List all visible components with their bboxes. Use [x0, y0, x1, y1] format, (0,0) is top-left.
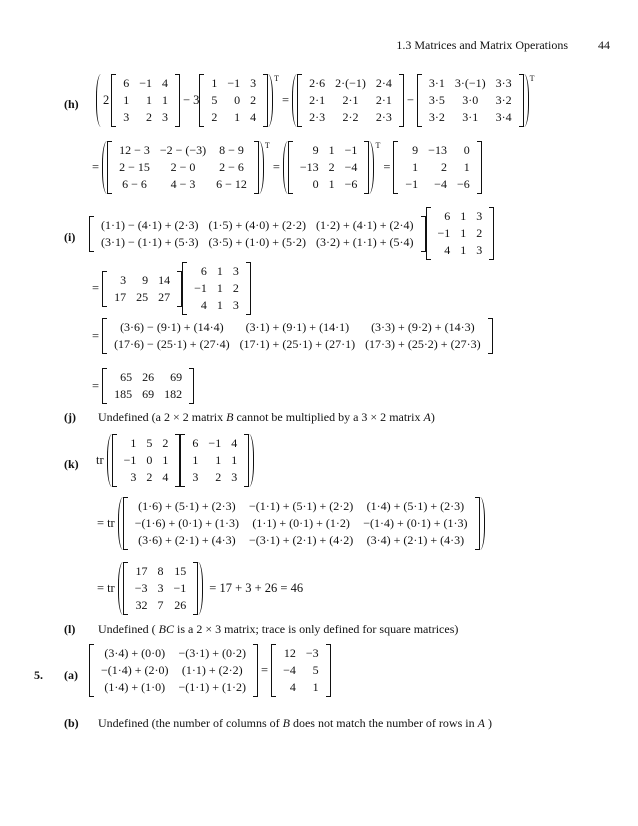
matrix-cell: 1: [130, 436, 137, 450]
matrix-cell: −4: [434, 177, 447, 191]
matrix-cell: 1: [460, 226, 467, 240]
matrix-h-f: [295, 142, 363, 193]
matrix-cell: 2: [215, 470, 222, 484]
matrix-cell: −4: [283, 663, 296, 677]
matrix-cell: 17: [114, 289, 127, 304]
matrix-row: [109, 336, 486, 353]
matrix-cell: 14: [158, 272, 171, 287]
matrix-cell: −(3·1) + (0·2): [178, 646, 247, 660]
page-header: [396, 38, 610, 53]
matrix-cell: 4: [250, 110, 257, 124]
matrix-cell: 3: [476, 209, 483, 223]
matrix-cell: 3·(−1): [454, 76, 486, 90]
matrix-cell: 8: [157, 564, 164, 578]
matrix-cell: 4: [162, 76, 169, 90]
matrix-cell: 27: [158, 289, 171, 304]
matrix-row: [206, 92, 261, 109]
matrix-row: [130, 532, 473, 549]
matrix-cell: (1·1) − (4·1) + (2·3): [101, 217, 199, 232]
matrix-cell: 1: [328, 177, 335, 191]
matrix-cell: −1: [194, 281, 207, 295]
matrix-row: [400, 142, 474, 159]
matrix-cell: 1: [216, 264, 223, 278]
matrix-cell: −13: [428, 143, 447, 157]
matrix-cell: −2 − (−3): [159, 143, 207, 157]
matrix-i-u: [109, 369, 187, 403]
matrix-cell: 2·(−1): [335, 76, 366, 90]
equation-i-3: = (3·6) − (9·1) + (14·4) (3·1) + (9·1) + (14·1) (3·3) + (9·2) + (14·3) (17·6) − (25·1) + (27·4) (17·1) + (25·1) + (27·1) (17·3) + (25·2) + (27·3): [89, 318, 493, 354]
label-j: (j): [64, 410, 76, 424]
statement-l: Undefined ( BC is a 2 × 3 matrix; trace is only defined for square matrices): [98, 622, 459, 636]
label-5a: (a): [64, 668, 78, 682]
matrix-cell: 2·4: [375, 76, 392, 90]
matrix-h-b: [206, 75, 261, 126]
matrix-cell: 2: [250, 93, 257, 107]
exercise-number-5: 5.: [34, 668, 43, 682]
matrix-cell: 9: [142, 272, 149, 287]
matrix-row: [295, 159, 363, 176]
matrix-cell: 2: [440, 160, 447, 174]
matrix-row: [433, 242, 488, 259]
matrix-row: [109, 272, 175, 289]
matrix-cell: 185: [114, 387, 133, 401]
matrix-cell: (3·5) + (1·0) + (5·2): [208, 234, 306, 249]
matrix-cell: −1: [123, 453, 137, 467]
matrix-row: [96, 217, 419, 234]
matrix-cell: 1: [215, 453, 222, 467]
matrix-row: [295, 142, 363, 159]
matrix-cell: 0: [463, 143, 470, 157]
matrix-cell: 9: [312, 143, 319, 157]
matrix-cell: 2: [476, 226, 483, 240]
matrix-h-d: [424, 75, 517, 126]
matrix-cell: (3·1) + (9·1) + (14·1): [245, 320, 350, 334]
matrix-i-q1: [433, 208, 488, 259]
matrix-cell: (3·1) − (1·1) + (5·3): [101, 234, 199, 249]
matrix-cell: 1: [216, 281, 223, 295]
matrix-row: [189, 280, 244, 297]
matrix-cell: (3·3) + (9·2) + (14·3): [371, 320, 475, 334]
matrix-cell: 1: [211, 76, 218, 90]
matrix-h-g: [400, 142, 474, 193]
matrix-row: [130, 498, 473, 515]
matrix-row: [118, 109, 173, 126]
matrix-cell: 4 − 3: [170, 177, 196, 191]
matrix-cell: 65: [120, 370, 133, 384]
matrix-cell: 1: [328, 143, 335, 157]
matrix-i-s: [109, 319, 486, 353]
matrix-cell: (1·4) + (5·1) + (2·3): [366, 499, 465, 513]
matrix-row: [130, 597, 192, 614]
matrix-row: [400, 159, 474, 176]
matrix-cell: 2: [146, 470, 153, 484]
matrix-cell: −(1·4) + (2·0): [101, 663, 169, 677]
label-k: (k): [64, 457, 79, 471]
equation-h-2: = 12 − 3 −2 − (−3) 8 − 9 2 − 15 2 − 0 2 − 6 6 − 6 4 − 3 6 − 12 T = 9 1 −1 −13 2 −4 0 1 −6 T = 9 −13 0 1 2 1 −1 −4 −6: [89, 141, 482, 194]
matrix-cell: 2 − 6: [219, 160, 244, 174]
matrix-cell: 4: [200, 298, 207, 312]
matrix-cell: 0: [234, 93, 241, 107]
equation-k-2: = tr (1·6) + (5·1) + (2·3) −(1·1) + (5·1) + (2·2) (1·4) + (5·1) + (2·3) −(1·6) + (0·1) + (1·3) (1·1) + (0·1) + (1·2) −(1·4) + (0·1) + (1·3) (3·6) + (2·1) + (4·3) −(3·1) + (2·1) + (4·2) (3·4) + (2·1) + (4·3): [94, 497, 485, 550]
matrix-cell: −1: [173, 581, 187, 595]
matrix-cell: 3·2: [428, 110, 445, 124]
matrix-row: [114, 142, 252, 159]
matrix-row: [118, 75, 173, 92]
matrix-cell: 6 − 6: [122, 177, 147, 191]
matrix-row: [109, 289, 175, 306]
matrix-i-r: [109, 272, 175, 306]
matrix-cell: 3: [250, 76, 257, 90]
matrix-cell: 2 − 0: [170, 160, 196, 174]
matrix-cell: (1·5) + (4·0) + (2·2): [208, 217, 306, 232]
matrix-row: [96, 662, 251, 679]
page-number: 44: [598, 38, 610, 52]
matrix-cell: −6: [344, 177, 358, 191]
matrix-cell: 1: [312, 680, 319, 694]
matrix-cell: 3: [130, 470, 137, 484]
matrix-cell: (17·1) + (25·1) + (27·1): [239, 337, 356, 351]
matrix-cell: 1: [460, 209, 467, 223]
matrix-cell: 2: [146, 110, 153, 124]
matrix-cell: 2·3: [309, 110, 326, 124]
matrix-cell: (1·6) + (5·1) + (2·3): [138, 499, 236, 513]
matrix-cell: −(1·1) + (1·2): [178, 680, 247, 694]
matrix-cell: (3·4) + (0·0): [104, 646, 166, 660]
matrix-row: [304, 92, 397, 109]
matrix-cell: 3: [162, 110, 169, 124]
matrix-cell: (3·6) − (9·1) + (14·4): [120, 320, 224, 334]
matrix-row: [206, 109, 261, 126]
matrix-cell: 4: [231, 436, 238, 450]
section-title: 1.3 Matrices and Matrix Operations: [396, 38, 568, 52]
matrix-cell: (3·4) + (2·1) + (4·3): [366, 533, 465, 547]
matrix-cell: −3: [134, 581, 148, 595]
matrix-cell: 6 − 12: [216, 177, 247, 191]
matrix-cell: 3·1: [462, 110, 479, 124]
matrix-row: [304, 75, 397, 92]
matrix-cell: −13: [299, 160, 319, 174]
label-l: (l): [64, 622, 76, 636]
matrix-cell: (17·6) − (25·1) + (27·4): [114, 337, 230, 351]
equation-i-2: = 3 9 14 17 25 27 6 1 3 −1 1 2 4 1 3: [89, 262, 251, 315]
matrix-cell: (1·4) + (1·0): [104, 680, 166, 694]
equation-i-1: [89, 207, 494, 260]
matrix-cell: 32: [135, 598, 148, 612]
matrix-cell: (3·2) + (1·1) + (5·4): [316, 234, 414, 249]
matrix-row: [96, 679, 251, 696]
matrix-row: [278, 645, 324, 662]
matrix-row: [109, 319, 486, 336]
matrix-cell: 15: [174, 564, 187, 578]
matrix-i-q2: [189, 263, 244, 314]
matrix-cell: 2: [328, 160, 335, 174]
matrix-cell: 8 − 9: [219, 143, 244, 157]
equation-k-1: tr 1 5 2 −1 0 1 3 2 4 6 −1 4 1 1 1 3 2 3: [96, 434, 254, 487]
matrix-row: [96, 645, 251, 662]
matrix-cell: 3·3: [495, 76, 512, 90]
matrix-cell: 1: [162, 93, 169, 107]
matrix-row: [130, 515, 473, 532]
matrix-row: [119, 435, 174, 452]
matrix-cell: 1: [123, 93, 130, 107]
matrix-cell: 2·2: [342, 110, 359, 124]
matrix-cell: 2 − 15: [119, 160, 150, 174]
matrix-cell: −4: [344, 160, 358, 174]
matrix-cell: −1: [437, 226, 451, 240]
matrix-cell: 2·1: [375, 93, 392, 107]
matrix-cell: 3: [231, 470, 238, 484]
matrix-cell: 3: [232, 264, 239, 278]
statement-5b: Undefined (the number of columns of B does not match the number of rows in A ): [98, 716, 492, 730]
matrix-row: [424, 92, 517, 109]
matrix-cell: 1: [234, 110, 241, 124]
matrix-row: [433, 208, 488, 225]
matrix-row: [130, 580, 192, 597]
matrix-cell: 5: [146, 436, 153, 450]
matrix-cell: (1·1) + (2·2): [181, 663, 243, 677]
matrix-h-a: [118, 75, 173, 126]
matrix-cell: 5: [312, 663, 319, 677]
matrix-cell: 1: [463, 160, 470, 174]
matrix-cell: −1: [405, 177, 419, 191]
matrix-cell: 26: [142, 370, 155, 384]
equation-i-4: = 65 26 69 185 69 182: [89, 368, 194, 404]
statement-j: Undefined (a 2 × 2 matrix B cannot be multiplied by a 3 × 2 matrix A): [98, 410, 435, 424]
matrix-cell: 1: [460, 243, 467, 257]
matrix-cell: 1: [216, 298, 223, 312]
matrix-row: [278, 662, 324, 679]
matrix-row: [187, 469, 242, 486]
matrix-cell: 25: [136, 289, 149, 304]
matrix-cell: −1: [227, 76, 241, 90]
matrix-row: [187, 452, 242, 469]
matrix-cell: 1: [162, 453, 169, 467]
matrix-cell: 4: [444, 243, 451, 257]
matrix-k-1: [119, 435, 174, 486]
equation-h-1: 2 6 −1 4 1 1 1 3 2 3 − 3 1 −1 3 5 0 2 2 1 4 T = 2·6 2·(−1) 2·4 2·1 2·1 2·1 2·3 2·2 2·3 − 3·1 3·(−1) 3·3 3·5 3·0 3·2 3·2 3·1 3·4 T: [96, 74, 535, 127]
matrix-cell: 4: [162, 470, 169, 484]
matrix-cell: 2·1: [309, 93, 326, 107]
matrix-cell: 3: [476, 243, 483, 257]
matrix-cell: (1·1) + (0·1) + (1·2): [252, 516, 350, 530]
equation-5a: (3·4) + (0·0) −(3·1) + (0·2) −(1·4) + (2·0) (1·1) + (2·2) (1·4) + (1·0) −(1·1) + (1·2) = 12 −3 −4 5 4 1: [89, 644, 331, 697]
matrix-i-p: [96, 217, 419, 251]
matrix-cell: 26: [174, 598, 187, 612]
matrix-cell: 3·4: [495, 110, 512, 124]
label-h: (h): [64, 97, 79, 111]
label-i: (i): [64, 230, 76, 244]
matrix-cell: 7: [157, 598, 164, 612]
matrix-cell: 6: [444, 209, 451, 223]
matrix-k-4: [130, 563, 192, 614]
matrix-row: [114, 159, 252, 176]
matrix-h-e: [114, 142, 252, 193]
matrix-5a-left: [96, 645, 251, 696]
matrix-row: [187, 435, 242, 452]
matrix-cell: 12 − 3: [119, 143, 150, 157]
matrix-row: [96, 234, 419, 251]
matrix-cell: −(1·4) + (0·1) + (1·3): [363, 516, 468, 530]
matrix-cell: 1: [231, 453, 238, 467]
matrix-5a-right: [278, 645, 324, 696]
matrix-row: [114, 176, 252, 193]
matrix-row: [206, 75, 261, 92]
matrix-cell: −1: [208, 436, 222, 450]
matrix-cell: 1: [146, 93, 153, 107]
matrix-cell: 3·5: [428, 93, 445, 107]
matrix-row: [109, 369, 187, 386]
matrix-row: [278, 679, 324, 696]
label-5b: (b): [64, 716, 79, 730]
matrix-row: [119, 452, 174, 469]
matrix-cell: 6: [192, 436, 199, 450]
matrix-cell: 2: [211, 110, 218, 124]
matrix-cell: −(1·6) + (0·1) + (1·3): [134, 516, 239, 530]
matrix-cell: (3·6) + (2·1) + (4·3): [138, 533, 236, 547]
equation-k-3: = tr 17 8 15 −3 3 −1 32 7 26 = 17 + 3 + 26 = 46: [94, 562, 303, 615]
matrix-row: [433, 225, 488, 242]
matrix-cell: 0: [146, 453, 153, 467]
matrix-cell: 17: [135, 564, 148, 578]
matrix-row: [130, 563, 192, 580]
matrix-cell: 3: [120, 272, 127, 287]
matrix-cell: 2: [162, 436, 169, 450]
matrix-cell: −(1·1) + (5·1) + (2·2): [248, 499, 354, 513]
matrix-cell: 6: [123, 76, 130, 90]
matrix-cell: 5: [211, 93, 218, 107]
matrix-cell: −(3·1) + (2·1) + (4·2): [248, 533, 354, 547]
matrix-cell: 69: [142, 387, 155, 401]
matrix-cell: −1: [344, 143, 358, 157]
matrix-cell: 9: [412, 143, 419, 157]
matrix-cell: (17·3) + (25·2) + (27·3): [365, 337, 481, 351]
matrix-cell: 1: [412, 160, 419, 174]
matrix-cell: 3·0: [462, 93, 479, 107]
matrix-cell: 4: [289, 680, 296, 694]
trace-sum: = 17 + 3 + 26 = 46: [209, 581, 304, 595]
matrix-cell: 2·6: [309, 76, 326, 90]
matrix-cell: 0: [312, 177, 319, 191]
matrix-cell: 12: [283, 646, 296, 660]
matrix-cell: 6: [200, 264, 207, 278]
matrix-k-3: [130, 498, 473, 549]
matrix-cell: 3: [232, 298, 239, 312]
matrix-row: [424, 75, 517, 92]
matrix-cell: 2·3: [375, 110, 392, 124]
matrix-h-c: [304, 75, 397, 126]
matrix-cell: 182: [164, 387, 183, 401]
matrix-row: [119, 469, 174, 486]
matrix-cell: −6: [456, 177, 470, 191]
matrix-cell: 69: [170, 370, 183, 384]
matrix-k-2: [187, 435, 242, 486]
matrix-row: [295, 176, 363, 193]
matrix-cell: 3: [123, 110, 130, 124]
matrix-cell: (1·2) + (4·1) + (2·4): [316, 217, 414, 232]
matrix-cell: −1: [139, 76, 153, 90]
matrix-cell: 3·1: [428, 76, 445, 90]
matrix-row: [118, 92, 173, 109]
matrix-cell: 2·1: [342, 93, 359, 107]
matrix-row: [400, 176, 474, 193]
matrix-row: [189, 263, 244, 280]
matrix-cell: −3: [305, 646, 319, 660]
matrix-row: [304, 109, 397, 126]
matrix-cell: 3·2: [495, 93, 512, 107]
matrix-row: [109, 386, 187, 403]
matrix-cell: 1: [192, 453, 199, 467]
matrix-cell: 2: [232, 281, 239, 295]
matrix-cell: 3: [192, 470, 199, 484]
matrix-row: [189, 297, 244, 314]
matrix-cell: 3: [157, 581, 164, 595]
matrix-row: [424, 109, 517, 126]
